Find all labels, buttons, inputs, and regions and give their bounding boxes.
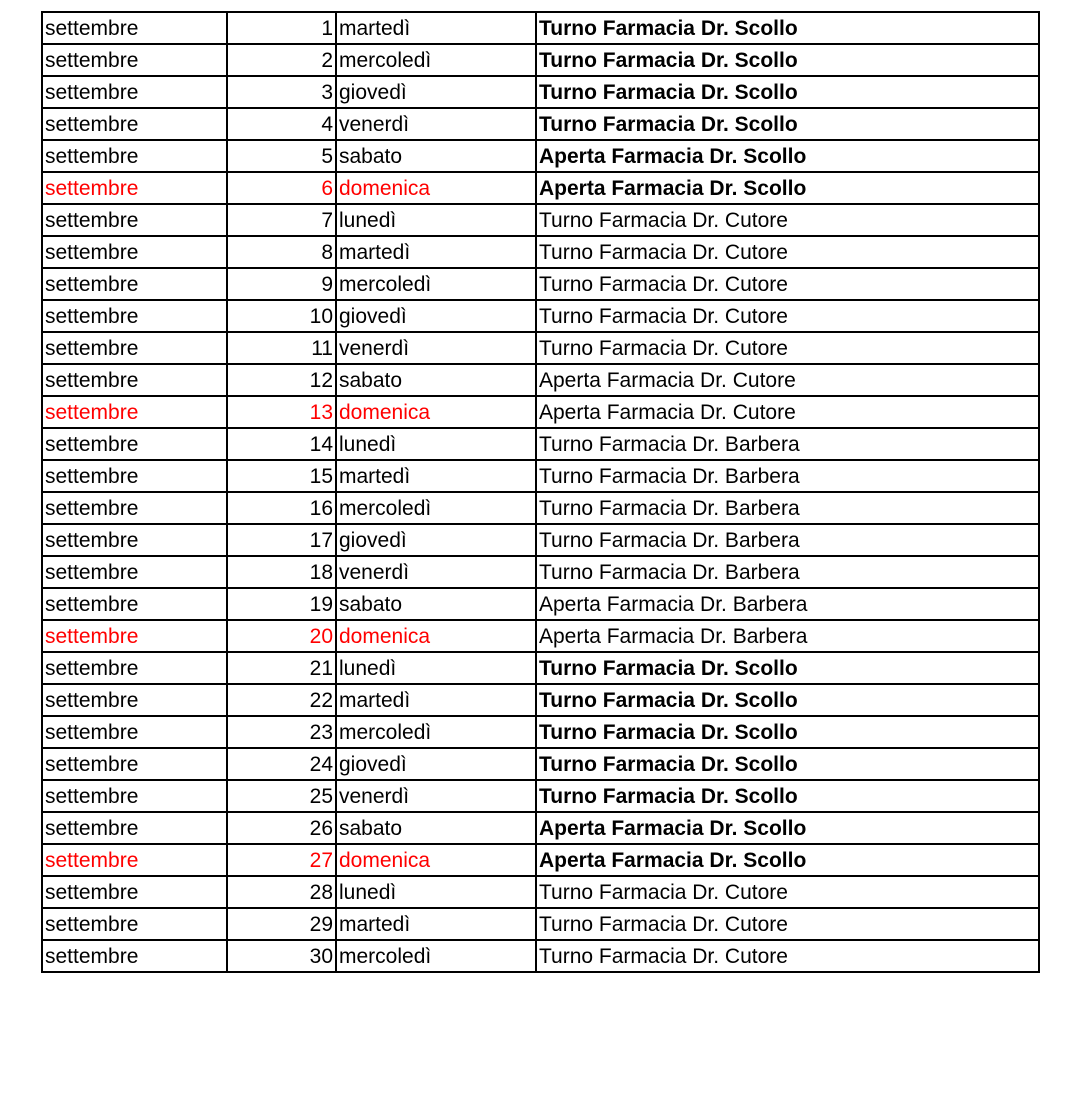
pharmacy-cell: Turno Farmacia Dr. Scollo <box>536 748 1039 780</box>
month-cell: settembre <box>42 108 227 140</box>
pharmacy-cell: Turno Farmacia Dr. Scollo <box>536 652 1039 684</box>
table-row <box>42 876 1039 908</box>
day-number-cell: 30 <box>227 940 336 972</box>
pharmacy-cell: Turno Farmacia Dr. Barbera <box>536 556 1039 588</box>
month-cell: settembre <box>42 140 227 172</box>
table-row <box>42 172 1039 204</box>
weekday-cell: mercoledì <box>336 268 536 300</box>
table-row <box>42 236 1039 268</box>
table-row <box>42 812 1039 844</box>
table-row <box>42 844 1039 876</box>
pharmacy-cell: Turno Farmacia Dr. Barbera <box>536 428 1039 460</box>
schedule-body <box>42 12 1039 972</box>
day-number-cell: 24 <box>227 748 336 780</box>
day-number-cell: 18 <box>227 556 336 588</box>
weekday-cell: venerdì <box>336 108 536 140</box>
pharmacy-cell: Turno Farmacia Dr. Scollo <box>536 108 1039 140</box>
month-cell: settembre <box>42 812 227 844</box>
pharmacy-cell: Turno Farmacia Dr. Scollo <box>536 684 1039 716</box>
month-cell: settembre <box>42 460 227 492</box>
weekday-cell: martedì <box>336 12 536 44</box>
weekday-cell: giovedì <box>336 76 536 108</box>
pharmacy-cell: Turno Farmacia Dr. Scollo <box>536 76 1039 108</box>
table-row <box>42 908 1039 940</box>
table-row <box>42 492 1039 524</box>
weekday-cell: martedì <box>336 460 536 492</box>
pharmacy-cell: Aperta Farmacia Dr. Cutore <box>536 364 1039 396</box>
month-cell: settembre <box>42 12 227 44</box>
pharmacy-cell: Turno Farmacia Dr. Cutore <box>536 268 1039 300</box>
table-row <box>42 140 1039 172</box>
weekday-cell: lunedì <box>336 204 536 236</box>
weekday-cell: sabato <box>336 364 536 396</box>
table-row <box>42 332 1039 364</box>
pharmacy-cell: Turno Farmacia Dr. Barbera <box>536 460 1039 492</box>
month-cell: settembre <box>42 204 227 236</box>
day-number-cell: 22 <box>227 684 336 716</box>
day-number-cell: 28 <box>227 876 336 908</box>
weekday-cell: martedì <box>336 908 536 940</box>
month-cell: settembre <box>42 332 227 364</box>
table-row <box>42 44 1039 76</box>
day-number-cell: 7 <box>227 204 336 236</box>
month-cell: settembre <box>42 620 227 652</box>
day-number-cell: 6 <box>227 172 336 204</box>
pharmacy-cell: Aperta Farmacia Dr. Scollo <box>536 812 1039 844</box>
weekday-cell: domenica <box>336 620 536 652</box>
month-cell: settembre <box>42 44 227 76</box>
pharmacy-cell: Turno Farmacia Dr. Scollo <box>536 716 1039 748</box>
pharmacy-cell: Turno Farmacia Dr. Cutore <box>536 204 1039 236</box>
table-row <box>42 684 1039 716</box>
pharmacy-cell: Aperta Farmacia Dr. Cutore <box>536 396 1039 428</box>
table-row <box>42 940 1039 972</box>
pharmacy-cell: Turno Farmacia Dr. Scollo <box>536 12 1039 44</box>
table-row <box>42 428 1039 460</box>
weekday-cell: mercoledì <box>336 716 536 748</box>
table-row <box>42 396 1039 428</box>
weekday-cell: martedì <box>336 684 536 716</box>
weekday-cell: domenica <box>336 396 536 428</box>
month-cell: settembre <box>42 748 227 780</box>
weekday-cell: mercoledì <box>336 492 536 524</box>
month-cell: settembre <box>42 76 227 108</box>
month-cell: settembre <box>42 236 227 268</box>
weekday-cell: sabato <box>336 588 536 620</box>
day-number-cell: 19 <box>227 588 336 620</box>
table-row <box>42 460 1039 492</box>
table-row <box>42 524 1039 556</box>
day-number-cell: 14 <box>227 428 336 460</box>
month-cell: settembre <box>42 780 227 812</box>
month-cell: settembre <box>42 396 227 428</box>
day-number-cell: 10 <box>227 300 336 332</box>
day-number-cell: 12 <box>227 364 336 396</box>
day-number-cell: 20 <box>227 620 336 652</box>
day-number-cell: 25 <box>227 780 336 812</box>
day-number-cell: 27 <box>227 844 336 876</box>
weekday-cell: domenica <box>336 844 536 876</box>
table-row <box>42 364 1039 396</box>
pharmacy-cell: Aperta Farmacia Dr. Scollo <box>536 844 1039 876</box>
day-number-cell: 5 <box>227 140 336 172</box>
day-number-cell: 3 <box>227 76 336 108</box>
day-number-cell: 21 <box>227 652 336 684</box>
month-cell: settembre <box>42 524 227 556</box>
pharmacy-cell: Turno Farmacia Dr. Cutore <box>536 940 1039 972</box>
month-cell: settembre <box>42 172 227 204</box>
month-cell: settembre <box>42 364 227 396</box>
table-row <box>42 652 1039 684</box>
weekday-cell: lunedì <box>336 652 536 684</box>
table-row <box>42 588 1039 620</box>
month-cell: settembre <box>42 300 227 332</box>
pharmacy-schedule-table <box>41 11 1040 973</box>
day-number-cell: 17 <box>227 524 336 556</box>
month-cell: settembre <box>42 908 227 940</box>
weekday-cell: lunedì <box>336 876 536 908</box>
table-row <box>42 76 1039 108</box>
day-number-cell: 26 <box>227 812 336 844</box>
month-cell: settembre <box>42 716 227 748</box>
table-row <box>42 556 1039 588</box>
weekday-cell: martedì <box>336 236 536 268</box>
day-number-cell: 23 <box>227 716 336 748</box>
day-number-cell: 15 <box>227 460 336 492</box>
day-number-cell: 29 <box>227 908 336 940</box>
month-cell: settembre <box>42 588 227 620</box>
table-row <box>42 716 1039 748</box>
weekday-cell: venerdì <box>336 780 536 812</box>
pharmacy-cell: Turno Farmacia Dr. Cutore <box>536 908 1039 940</box>
month-cell: settembre <box>42 684 227 716</box>
day-number-cell: 8 <box>227 236 336 268</box>
pharmacy-cell: Turno Farmacia Dr. Barbera <box>536 492 1039 524</box>
day-number-cell: 11 <box>227 332 336 364</box>
day-number-cell: 1 <box>227 12 336 44</box>
day-number-cell: 16 <box>227 492 336 524</box>
table-row <box>42 204 1039 236</box>
pharmacy-cell: Aperta Farmacia Dr. Barbera <box>536 588 1039 620</box>
pharmacy-cell: Turno Farmacia Dr. Scollo <box>536 780 1039 812</box>
weekday-cell: giovedì <box>336 748 536 780</box>
day-number-cell: 13 <box>227 396 336 428</box>
pharmacy-cell: Aperta Farmacia Dr. Barbera <box>536 620 1039 652</box>
weekday-cell: domenica <box>336 172 536 204</box>
month-cell: settembre <box>42 556 227 588</box>
pharmacy-cell: Turno Farmacia Dr. Cutore <box>536 876 1039 908</box>
day-number-cell: 2 <box>227 44 336 76</box>
month-cell: settembre <box>42 940 227 972</box>
pharmacy-cell: Turno Farmacia Dr. Cutore <box>536 300 1039 332</box>
table-row <box>42 780 1039 812</box>
month-cell: settembre <box>42 844 227 876</box>
table-row <box>42 268 1039 300</box>
day-number-cell: 4 <box>227 108 336 140</box>
month-cell: settembre <box>42 268 227 300</box>
weekday-cell: lunedì <box>336 428 536 460</box>
month-cell: settembre <box>42 428 227 460</box>
weekday-cell: giovedì <box>336 524 536 556</box>
month-cell: settembre <box>42 876 227 908</box>
table-row <box>42 620 1039 652</box>
pharmacy-cell: Turno Farmacia Dr. Cutore <box>536 332 1039 364</box>
weekday-cell: giovedì <box>336 300 536 332</box>
table-row <box>42 12 1039 44</box>
weekday-cell: venerdì <box>336 556 536 588</box>
table-row <box>42 108 1039 140</box>
table-row <box>42 300 1039 332</box>
weekday-cell: venerdì <box>336 332 536 364</box>
pharmacy-cell: Aperta Farmacia Dr. Scollo <box>536 172 1039 204</box>
pharmacy-cell: Turno Farmacia Dr. Cutore <box>536 236 1039 268</box>
pharmacy-cell: Turno Farmacia Dr. Barbera <box>536 524 1039 556</box>
month-cell: settembre <box>42 652 227 684</box>
pharmacy-cell: Turno Farmacia Dr. Scollo <box>536 44 1039 76</box>
weekday-cell: mercoledì <box>336 940 536 972</box>
weekday-cell: sabato <box>336 812 536 844</box>
table-row <box>42 748 1039 780</box>
weekday-cell: sabato <box>336 140 536 172</box>
weekday-cell: mercoledì <box>336 44 536 76</box>
pharmacy-cell: Aperta Farmacia Dr. Scollo <box>536 140 1039 172</box>
month-cell: settembre <box>42 492 227 524</box>
day-number-cell: 9 <box>227 268 336 300</box>
